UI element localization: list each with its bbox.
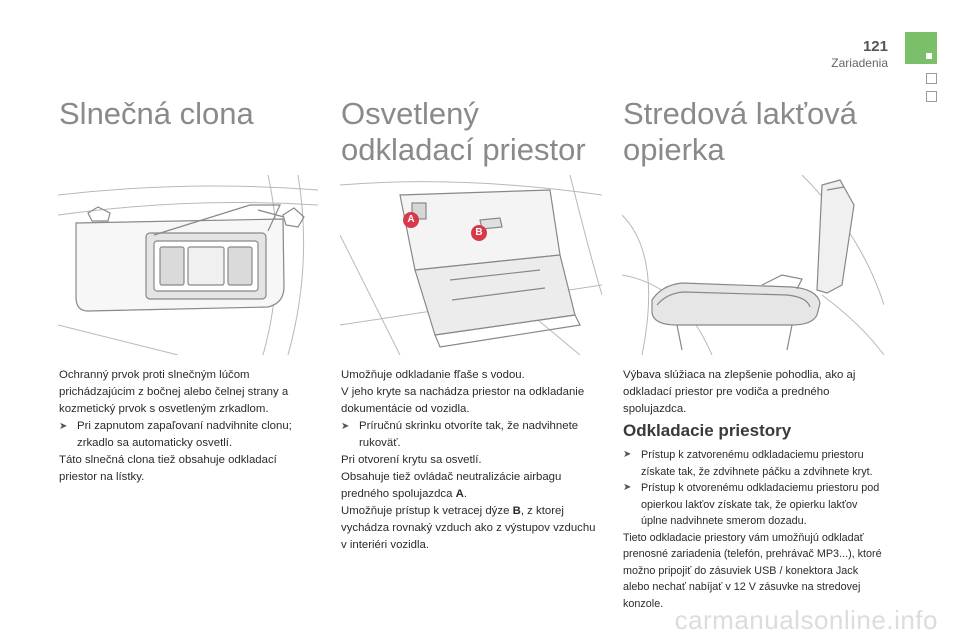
bullet-text: Príručnú skrinku otvoríte tak, že nadvihnete rukoväť. [359,420,579,449]
page-number: 121 [862,38,888,55]
sun-visor-illustration [58,175,318,355]
paragraph: Táto slnečná clona tiež obsahuje odkladací priestor na lístky. [59,454,277,483]
chapter-title: Zariadenia [831,56,888,70]
text-run: , z ktorej vychádza rovnaký vzduch ako z výstupov vzduchu v interiéri vozidla. [341,505,596,551]
bullet-item [623,447,883,480]
paragraph: Ochranný prvok proti slnečným lúčom prichádzajúcim z bočnej alebo čelnej strany a kozmetický prvok s osvetleným zrkadlom. [59,369,289,415]
section-title-sun-visor: Slnečná clona [59,96,254,131]
section-title-armrest: Stredová lakťová opierka [623,96,857,167]
glovebox-drawing [340,175,602,355]
bullet-arrow-icon: ➤ [341,421,350,432]
sun-visor-text [59,367,315,486]
callout-label-a: A [403,212,419,228]
bullet-text: Prístup k otvorenému odkladaciemu priestoru pod opierkou lakťov získate tak, že opierku lakťov úplne nadvihnete smerom dozadu. [641,482,880,527]
armrest-drawing [622,175,884,355]
sun-visor-drawing [58,175,318,355]
bullet-item [623,480,883,530]
bullet-item [59,418,315,452]
chapter-tab[interactable] [926,73,937,84]
paragraph: V jeho kryte sa nachádza priestor na odkladanie dokumentácie od vozidla. [341,386,585,415]
bold-label: B [512,505,521,517]
bullet-text: Pri zapnutom zapaľovaní nadvihnite clonu; zrkadlo sa automaticky osvetlí. [77,420,292,449]
glovebox-text [341,367,599,554]
paragraph: Výbava slúžiaca na zlepšenie pohodlia, ako aj odkladací priestor pre vodiča a predného spolujazdca. [623,369,856,415]
watermark: carmanualsonline.info [674,605,938,635]
tab-dot-icon [926,53,932,59]
bullet-arrow-icon: ➤ [59,421,68,432]
bullet-arrow-icon: ➤ [623,482,632,493]
paragraph [341,469,599,503]
storage-text [623,447,883,612]
bullet-item [341,418,599,452]
paragraph [341,503,599,554]
paragraph: Tieto odkladacie priestory vám umožňujú odkladať prenosné zariadenia (telefón, prehrávač MP3...), ktoré možno pripojiť do zásuviek USB / konektora Jack alebo nechať nabíjať v 12 V zásuvke na stredovej konzole. [623,531,882,610]
section-title-glovebox: Osvetlený odkladací priestor [341,96,586,167]
paragraph: Umožňuje odkladanie fľaše s vodou. [341,369,525,381]
chapter-tab[interactable] [926,91,937,102]
glovebox-illustration [340,175,602,355]
text-run: . [463,488,468,500]
subsection-title-storage: Odkladacie priestory [623,421,792,440]
text-run: Obsahuje tiež ovládač neutralizácie airbagu predného spolujazdca [341,471,562,500]
armrest-illustration [622,175,884,355]
bold-label: A [455,488,464,500]
callout-label-b: B [471,225,487,241]
chapter-tab-active[interactable] [905,32,937,64]
bullet-text: Prístup k zatvorenému odkladaciemu priestoru získate tak, že zdvihnete páčku a zdvihnete kryt. [641,449,873,478]
paragraph: Pri otvorení krytu sa osvetlí. [341,454,482,466]
armrest-text [623,367,883,418]
text-run: Umožňuje prístup k vetracej dýze [341,505,513,517]
bullet-arrow-icon: ➤ [623,449,632,460]
